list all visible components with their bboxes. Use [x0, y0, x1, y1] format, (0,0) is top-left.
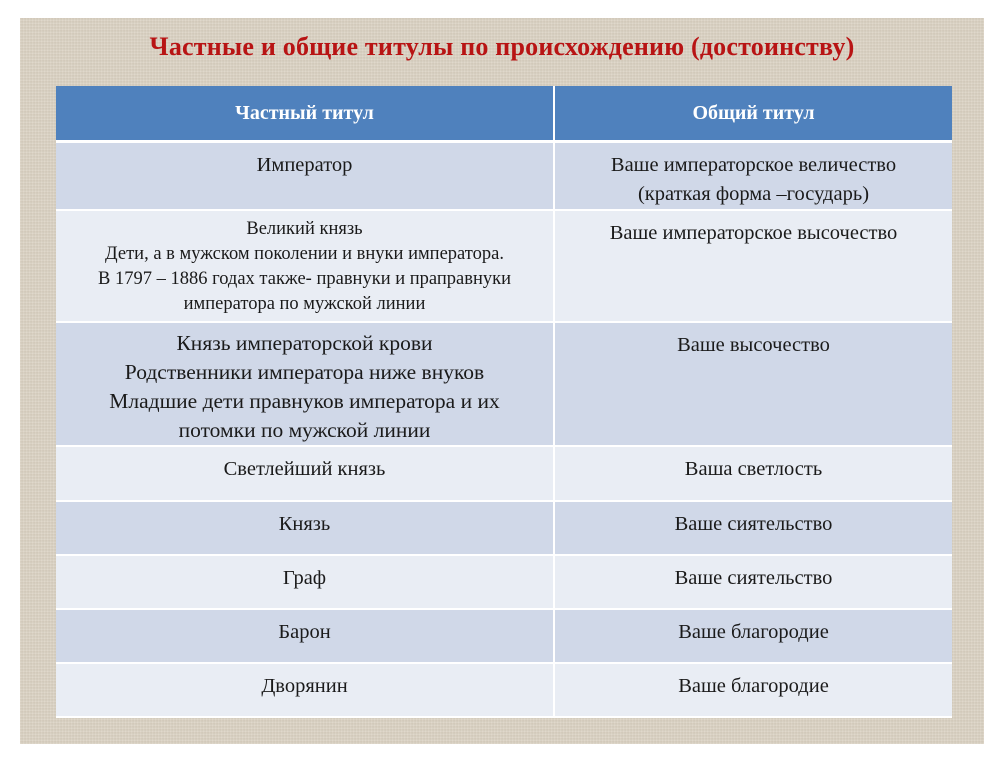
cell-line: Граф	[282, 567, 327, 589]
slide-title: Частные и общие титулы по происхождению (достоинству)	[149, 32, 855, 61]
table-row	[56, 609, 952, 663]
private-title-cell	[56, 663, 554, 717]
general-title-cell	[554, 322, 952, 446]
cell-line: императора по мужской линии	[183, 294, 426, 314]
cell-line: Дворянин	[261, 675, 348, 697]
cell-line: Ваше императорское величество	[610, 154, 897, 176]
cell-line: Ваша светлость	[684, 458, 823, 480]
private-title-cell	[56, 446, 554, 501]
private-title-cell	[56, 501, 554, 555]
table-header-row	[56, 86, 952, 142]
cell-line: потомки по мужской линии	[178, 418, 431, 442]
private-title-cell	[56, 142, 554, 211]
cell-line: Князь	[278, 513, 331, 535]
cell-line: Младшие дети правнуков императора и их	[109, 389, 500, 413]
cell-line: Император	[256, 154, 353, 176]
table-row	[56, 555, 952, 609]
cell-line: Светлейший князь	[223, 458, 386, 480]
table-row	[56, 210, 952, 322]
table-row	[56, 446, 952, 501]
titles-table	[56, 86, 952, 718]
table-row	[56, 322, 952, 446]
cell-line: Ваше сиятельство	[674, 567, 833, 589]
cell-line: Ваше высочество	[677, 334, 830, 356]
header-private-title: Частный титул	[56, 86, 554, 142]
cell-line: Ваше сиятельство	[674, 513, 833, 535]
cell-line: Князь императорской крови	[176, 331, 433, 355]
general-title-cell	[554, 663, 952, 717]
general-title-cell	[554, 555, 952, 609]
cell-line: Дети, а в мужском поколении и внуки императора.	[105, 244, 504, 264]
header-general-title: Общий титул	[554, 86, 952, 142]
cell-line: Родственники императора ниже внуков	[124, 360, 485, 384]
table-row	[56, 501, 952, 555]
private-title-cell	[56, 322, 554, 446]
cell-line: Барон	[278, 621, 331, 643]
private-title-cell	[56, 609, 554, 663]
table-row	[56, 663, 952, 717]
general-title-cell	[554, 446, 952, 501]
cell-line: Великий князь	[246, 219, 363, 239]
slide	[20, 18, 984, 744]
private-title-cell	[56, 555, 554, 609]
general-title-cell	[554, 142, 952, 211]
cell-line: (краткая форма –государь)	[637, 183, 870, 205]
table-row	[56, 142, 952, 211]
cell-line: Ваше благородие	[678, 675, 829, 697]
cell-line: В 1797 – 1886 годах также- правнуки и праправнуки	[97, 269, 512, 289]
general-title-cell	[554, 210, 952, 322]
private-title-cell	[56, 210, 554, 322]
general-title-cell	[554, 609, 952, 663]
cell-line: Ваше императорское высочество	[609, 222, 898, 244]
general-title-cell	[554, 501, 952, 555]
cell-line: Ваше благородие	[678, 621, 829, 643]
